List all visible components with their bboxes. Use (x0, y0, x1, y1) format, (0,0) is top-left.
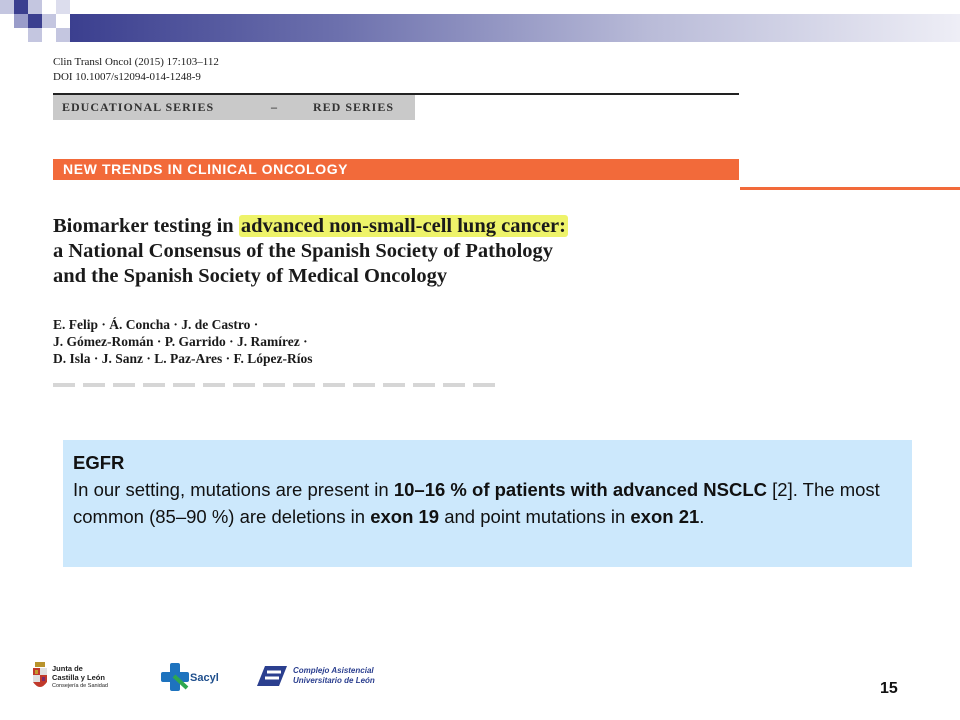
header-square (14, 14, 28, 28)
logo3-line2: Universitario de León (293, 676, 375, 685)
header-gradient-bar (70, 14, 960, 42)
authors (53, 316, 313, 367)
header-square (14, 0, 28, 14)
info-text: [2]. The most common (85–90 %) are deletions in (73, 479, 880, 527)
cau-emblem-icon (255, 664, 289, 688)
series-right: RED SERIES (313, 100, 395, 114)
info-heading: EGFR (73, 452, 125, 473)
header-square (28, 28, 42, 42)
info-body (73, 476, 902, 530)
series-banner (53, 95, 415, 120)
junta-castilla-leon-logo (32, 660, 132, 696)
logo3-line1: Complejo Asistencial (293, 666, 374, 675)
journal-line: Clin Transl Oncol (2015) 17:103–112 (53, 56, 219, 68)
logo1-line2: Castilla y León (52, 673, 105, 682)
series-left: EDUCATIONAL SERIES (62, 100, 215, 114)
title-part1: Biomarker testing in (53, 215, 239, 237)
header-square (42, 14, 56, 28)
authors-line3: D. Isla · J. Sanz · L. Paz-Ares · F. López-Ríos (53, 351, 313, 366)
authors-line2: J. Gómez-Román · P. Garrido · J. Ramírez · (53, 334, 308, 349)
info-text: . (699, 506, 705, 527)
header-square (56, 28, 70, 42)
header-square (28, 0, 42, 14)
citation (53, 55, 219, 85)
title-highlight: advanced non-small-cell lung cancer: (240, 215, 566, 237)
info-bold: exon 21 (630, 506, 700, 527)
section-banner: NEW TRENDS IN CLINICAL ONCOLOGY (53, 159, 739, 180)
sacyl-cross-icon (160, 662, 192, 692)
coat-of-arms-icon (32, 662, 48, 692)
page-number: 15 (880, 680, 898, 697)
logo1-line3: Consejería de Sanidad (52, 683, 108, 689)
info-bold: 10–16 % of patients with advanced NSCLC (393, 479, 768, 500)
title-line3: and the Spanish Society of Medical Oncology (53, 265, 448, 287)
logo2-text: Sacyl (190, 672, 219, 684)
complejo-asistencial-logo (255, 662, 385, 692)
cropped-text-line (53, 383, 503, 387)
authors-line1: E. Felip · Á. Concha · J. de Castro · (53, 317, 259, 332)
info-text: In our setting, mutations are present in (73, 479, 394, 500)
logo1-line1: Junta de (52, 664, 83, 673)
egfr-info-box (63, 440, 912, 567)
paper-title (53, 214, 568, 289)
title-line2: a National Consensus of the Spanish Society of Pathology (53, 240, 554, 262)
header-square (28, 14, 42, 28)
paper-clipping (45, 48, 740, 388)
header-square (0, 0, 14, 14)
header-square (56, 0, 70, 14)
sacyl-logo (160, 662, 230, 694)
info-text: and point mutations in (439, 506, 631, 527)
doi-line: DOI 10.1007/s12094-014-1248-9 (53, 71, 201, 83)
info-bold: exon 19 (370, 506, 440, 527)
series-dash: – (271, 100, 278, 114)
